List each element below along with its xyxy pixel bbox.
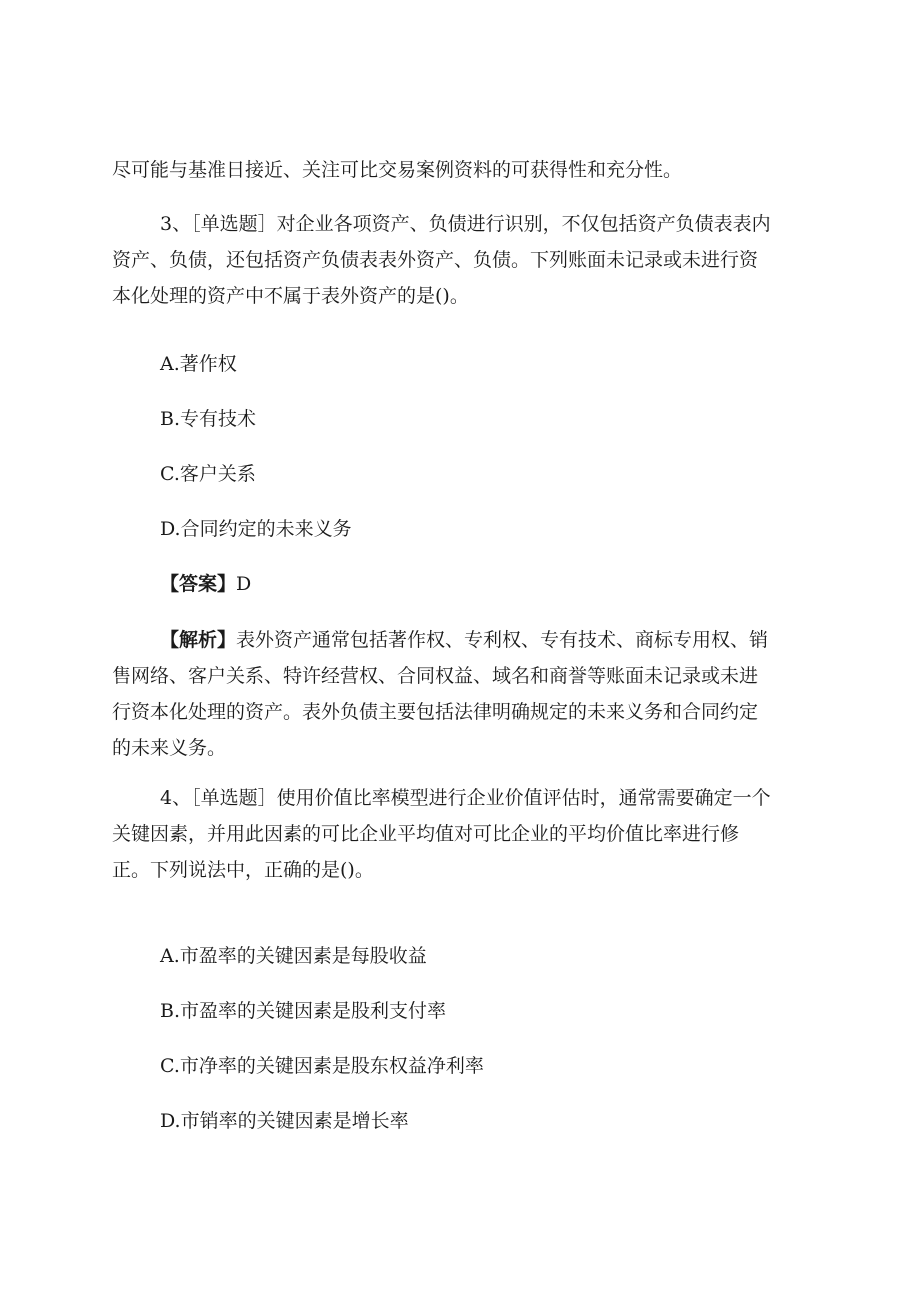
question-3-text: 对企业各项资产、负债进行识别，不仅包括资产负债表表内资产、负债，还包括资产负债表表外资产、负债。下列账面未记录或未进行资本化处理的资产中不属于表外资产的是()。 xyxy=(112,213,771,307)
question-3-tag: ［单选题］ xyxy=(191,213,277,235)
answer-value: D xyxy=(236,573,252,595)
question-4-option-b: B.市盈率的关键因素是股利支付率 xyxy=(160,1000,447,1022)
question-4-stem xyxy=(0,780,920,888)
question-3-number: 3、 xyxy=(160,213,192,235)
question-4-option-d: D.市销率的关键因素是增长率 xyxy=(160,1110,409,1132)
analysis-text: 表外资产通常包括著作权、专利权、专有技术、商标专用权、销售网络、客户关系、特许经营权、合同权益、域名和商誉等账面未记录或未进行资本化处理的资产。表外负债主要包括法律明确规定的未来义务和合同约定的未来义务。 xyxy=(112,629,769,759)
analysis-label: 【解析】 xyxy=(160,629,237,651)
continuation-paragraph: 尽可能与基准日接近、关注可比交易案例资料的可获得性和充分性。 xyxy=(112,159,683,181)
question-3-option-c: C.客户关系 xyxy=(160,463,256,485)
question-3-option-a: A.著作权 xyxy=(160,353,237,375)
question-4-text: 使用价值比率模型进行企业价值评估时，通常需要确定一个关键因素，并用此因素的可比企业平均值对可比企业的平均价值比率进行修正。下列说法中，正确的是()。 xyxy=(112,787,771,881)
question-3-analysis xyxy=(0,622,920,766)
question-3-answer xyxy=(160,566,251,602)
question-4-option-c: C.市净率的关键因素是股东权益净利率 xyxy=(160,1055,484,1077)
question-4-number: 4、 xyxy=(160,787,192,809)
question-3-option-d: D.合同约定的未来义务 xyxy=(160,518,352,540)
question-3-option-b: B.专有技术 xyxy=(160,408,257,430)
question-4-option-a: A.市盈率的关键因素是每股收益 xyxy=(160,945,427,967)
question-3-stem xyxy=(0,206,920,314)
answer-label: 【答案】 xyxy=(160,573,237,595)
question-4-tag: ［单选题］ xyxy=(191,787,277,809)
